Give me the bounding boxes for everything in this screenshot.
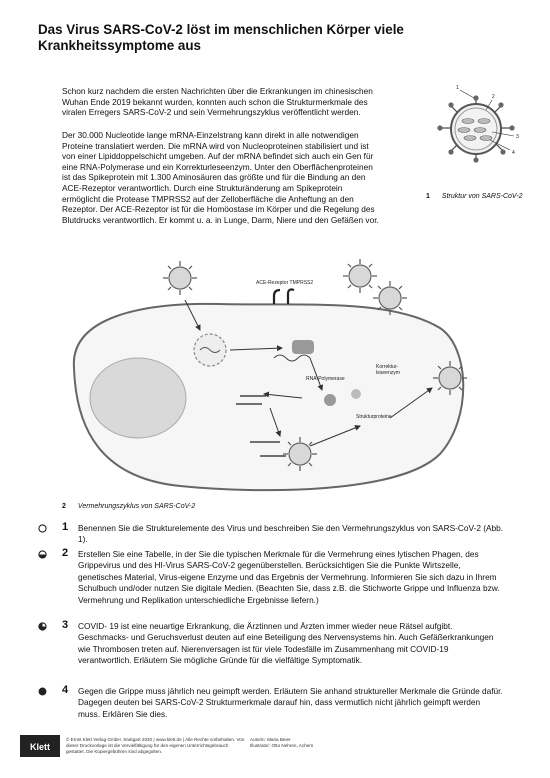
intro-paragraph-2: Der 30.000 Nucleotide lange mRNA-Einzelstrang kann direkt in alle notwendigen Proteine translatiert werden. Die mRNA wird von Nucleoproteinen stabilisiert und ist von einer Lipiddoppelschicht umgeben. Auf der mRNA befindet sich auch ein Gen für eine RNA-Polymerase und ein Korrekturleseenzym. Unter den Oberflächenproteinen ist das Spikeprotein mit 1.300 Aminosäuren das größte und für die Bindung an den ACE-Rezeptor verantwortlich. Durch eine Strukturänderung am Spikeprotein ermöglicht die Protease TMPRSS2 auf der Zelloberfläche die Anheftung an den Rezeptor. Der ACE-Rezeptor ist für die Homöostase im Körper und die Regelung des Blutdrucks verantwortlich. Er kommt u. a. in Lunge, Darm, Niere und den Gefäßen vor.	[62, 130, 379, 225]
three-quarter-circle-icon	[38, 622, 47, 631]
klett-logo	[20, 735, 60, 757]
virus-entering	[163, 261, 197, 295]
receptor-pair	[274, 290, 294, 305]
figure1-caption-text: Struktur von SARS-CoV-2	[441, 193, 523, 200]
virus-released-1	[343, 259, 377, 293]
task-number: 1	[62, 521, 69, 533]
figure2-caption-text: Vermehrungszyklus von SARS-CoV-2	[77, 503, 196, 510]
fig1-label-2: 2	[492, 94, 495, 100]
ribosome	[292, 340, 314, 354]
figure1-caption	[426, 193, 523, 200]
korrektur-label: Korrektur-leseenzym	[376, 364, 400, 376]
half-circle-icon	[38, 550, 47, 559]
footer-credits: Autorin: Maria Beier Illustrator: Otto Nehren, Achern	[250, 737, 314, 748]
task-number: 4	[62, 684, 69, 696]
replication-cycle-figure	[60, 258, 480, 498]
task-number: 2	[62, 547, 69, 559]
figure1-number: 1	[426, 193, 430, 200]
task-text: Erstellen Sie eine Tabelle, in der Sie die typischen Merkmale für die Vermehrung eines lytischen Phagen, des Grippevirus und des HI-Virus SARS-CoV-2 gegenüberstellen. Berücksichtigen Sie die Punkte Wirtszelle, genetisches Material, Virus-eigene Enzyme und das Ergebnis der Vermehrung. Informieren Sie sich dazu in Ihrem Schulbuch und/oder nutzen Sie digitale Medien. (Beachten Sie, dass z.B. die Stichworte Grippe und Influenza bzw. Vermehrung und Replikation unterschiedliche Ergebnisse liefern.)	[78, 549, 500, 605]
figure2-caption	[62, 503, 195, 510]
fig1-label-1: 1	[456, 85, 459, 91]
page-title: Das Virus SARS-CoV-2 löst im menschlichen Körper viele Krankheitssymptome aus	[38, 22, 404, 53]
strukturproteine-label: Strukturproteine	[356, 414, 392, 420]
footer	[20, 733, 530, 763]
task-number: 3	[62, 619, 69, 631]
task-text: COVID- 19 ist eine neuartige Erkrankung, die Ärztinnen und Ärzten immer wieder neue Rätsel aufgibt. Geschmacks- und Geruchsverlust deuten auf eine Beteiligung des Nervensystems hin. Auch Gefäßerkrankungen wie Thrombosen treten auf. Nierenversagen ist für viele Todesfälle im Zusammenhang mit COVID-19 verantwortlich. Erläutern Sie mögliche Gründe für die vielfältige Symptomatik.	[78, 621, 494, 666]
footer-copyright: © Ernst Klett Verlag GmbH, Stuttgart 2020 | www.klett.de | Alle Rechte vorbehalten. Von dieser Druckvorlage ist die Vervielfältigung für den eigenen Unterrichtsgebrauch gestattet. Die Kopiergebühren sind abgegolten.	[66, 737, 245, 754]
virus-particle	[437, 95, 514, 162]
korrektur-protein	[351, 389, 361, 399]
klett-logo-text: Klett	[30, 742, 50, 752]
fig1-label-4: 4	[512, 150, 515, 156]
cell-nucleus	[90, 358, 186, 438]
virus-structure-figure	[430, 80, 530, 185]
full-circle-icon	[38, 687, 47, 696]
fig1-label-3: 3	[516, 134, 519, 140]
task-text: Gegen die Grippe muss jährlich neu geimpft werden. Erläutern Sie anhand struktureller Merkmale die Gründe dafür. Dagegen deuten bei SARS-CoV-2 Strukturmerkmale darauf hin, dass vermutlich nicht jährlich geimpft werden muss. Erklären Sie dies.	[78, 686, 503, 719]
intro-paragraph-1: Schon kurz nachdem die ersten Nachrichten über die Erkrankungen im chinesischen Wuhan Ende 2019 bekannt wurden, konnten auch schon die Strukturmerkmale des viralen Erregers SARS-CoV-2 und sein Vermehrungszyklus veröffentlicht werden.	[62, 86, 373, 118]
polymerase-label: RNA-Polymerase	[306, 376, 345, 382]
figure2-number: 2	[62, 503, 66, 510]
empty-circle-icon	[38, 524, 47, 533]
receptor-label: ACE-Rezeptor TMPRSS2	[256, 280, 314, 286]
polymerase-protein	[324, 394, 336, 406]
task-text: Benennen Sie die Strukturelemente des Virus und beschreiben Sie den Vermehrungszyklus von SARS-CoV-2 (Abb. 1).	[78, 523, 504, 545]
